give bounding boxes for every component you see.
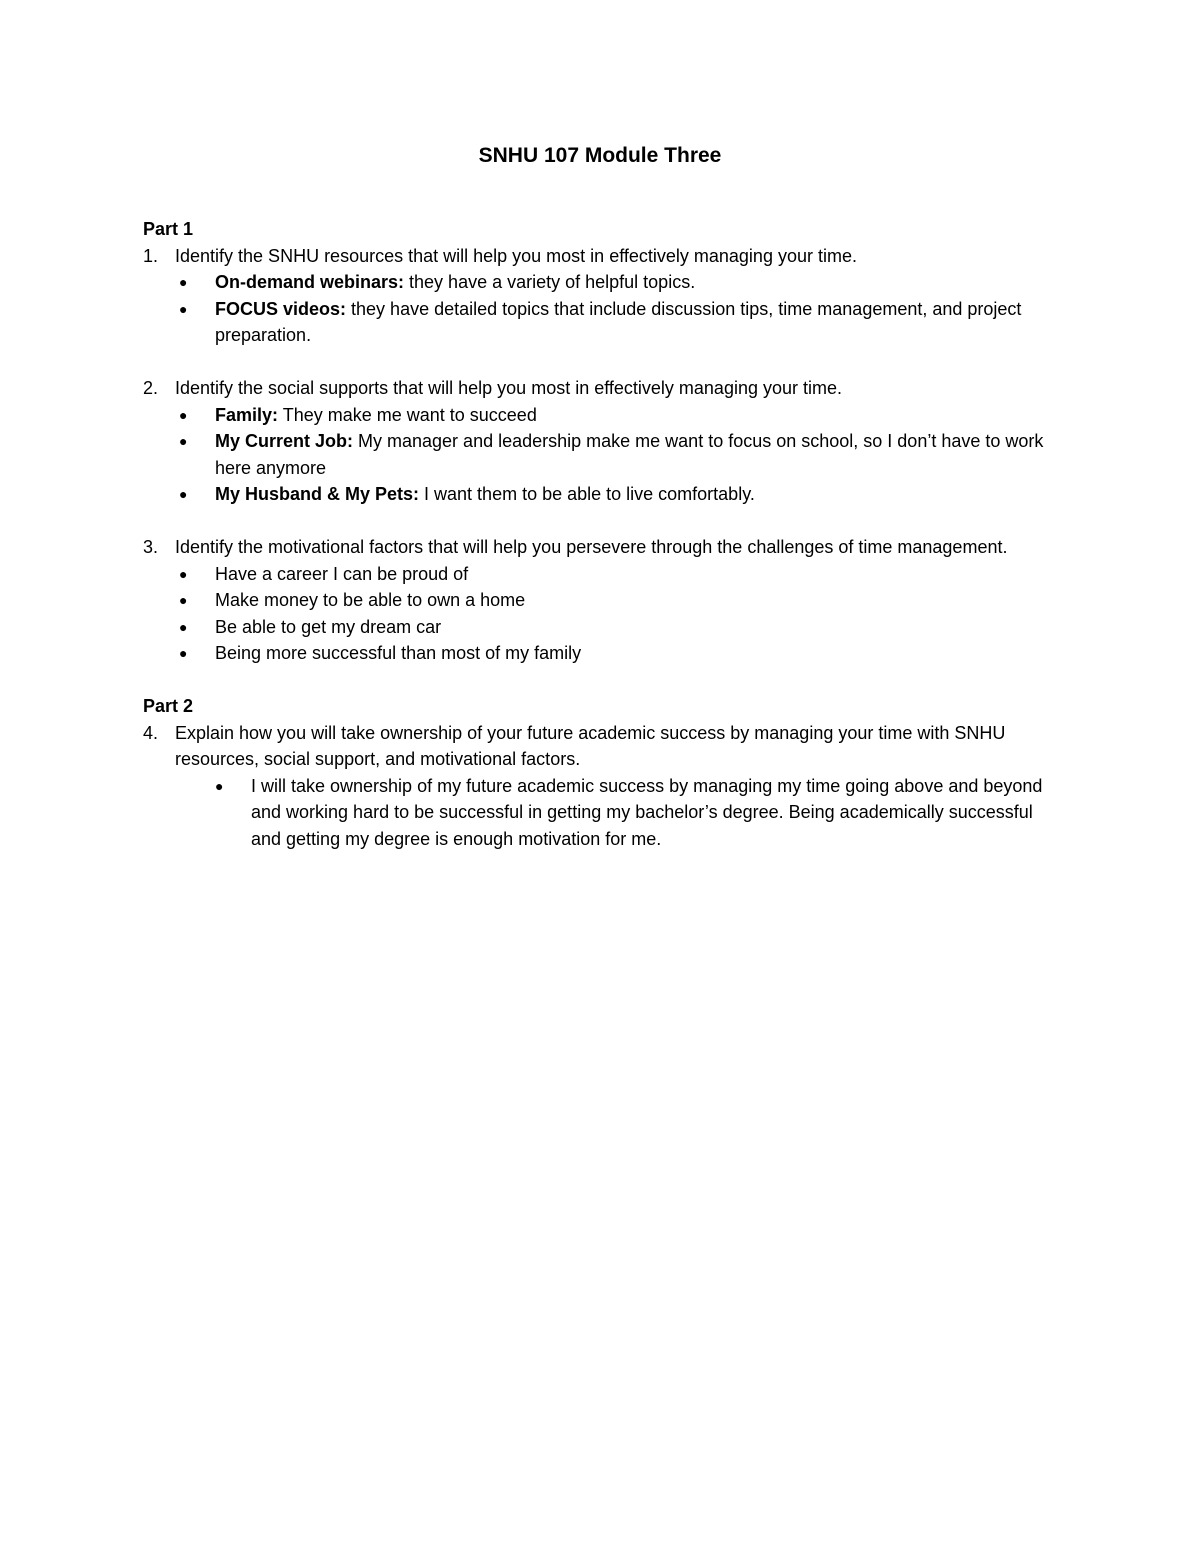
- document-body: [143, 216, 1053, 852]
- bullet-icon: ●: [179, 300, 188, 317]
- question-2-answers: [143, 402, 1053, 508]
- question-3: [143, 534, 1053, 561]
- list-item: [179, 640, 1053, 667]
- answer-text: Being more successful than most of my family: [215, 643, 582, 663]
- answer-text: I will take ownership of my future academic success by managing my time going above and beyond and working hard to be successful in getting my bachelor’s degree. Being academically successful and getting my degree is enough motivation for me.: [251, 775, 1043, 849]
- answer-label: My Current Job:: [215, 431, 354, 451]
- question-1-answers: [143, 269, 1053, 349]
- question-3-number: 3.: [143, 537, 159, 557]
- question-1: [143, 243, 1053, 270]
- answer-text: I want them to be able to live comfortably.: [419, 484, 755, 504]
- question-4-number: 4.: [143, 722, 159, 743]
- question-2-prompt: Identify the social supports that will help you most in effectively managing your time.: [175, 378, 843, 398]
- question-1-number: 1.: [143, 245, 159, 266]
- bullet-icon: ●: [215, 777, 224, 794]
- bullet-icon: ●: [179, 486, 188, 502]
- list-item: [179, 296, 1053, 349]
- bullet-icon: ●: [179, 618, 188, 635]
- answer-label: On-demand webinars:: [215, 272, 405, 292]
- bullet-icon: ●: [179, 274, 188, 290]
- question-2-number: 2.: [143, 378, 159, 398]
- question-4-prompt: Explain how you will take ownership of your future academic success by managing your time with SNHU resources, social support, and motivational factors.: [175, 722, 1006, 769]
- list-item: [179, 614, 1053, 641]
- list-item: [179, 587, 1053, 614]
- list-item: [215, 773, 1053, 853]
- answer-text: They make me want to succeed: [278, 404, 537, 425]
- answer-label: FOCUS videos:: [215, 298, 347, 319]
- answer-text: Be able to get my dream car: [215, 616, 442, 637]
- question-1-prompt: Identify the SNHU resources that will help you most in effectively managing your time.: [175, 245, 857, 266]
- document-title: SNHU 107 Module Three: [478, 144, 722, 167]
- list-item: [179, 481, 1053, 508]
- part1-heading: Part 1: [143, 219, 194, 239]
- question-4-answers: [143, 773, 1053, 853]
- answer-text: they have detailed topics that include discussion tips, time management, and project preparation.: [215, 298, 1022, 345]
- list-item: [179, 402, 1053, 429]
- bullet-icon: ●: [179, 565, 188, 582]
- bullet-icon: ●: [179, 406, 188, 423]
- bullet-icon: ●: [179, 433, 188, 449]
- answer-text: My manager and leadership make me want to focus on school, so I don’t have to work here anymore: [215, 431, 1044, 478]
- bullet-icon: ●: [179, 592, 188, 608]
- answer-text: Make money to be able to own a home: [215, 590, 526, 610]
- question-2: [143, 375, 1053, 402]
- answer-text: they have a variety of helpful topics.: [404, 272, 696, 292]
- answer-label: Family:: [215, 404, 279, 425]
- part2-heading: Part 2: [143, 696, 194, 716]
- question-4: [143, 720, 1053, 773]
- bullet-icon: ●: [179, 645, 188, 661]
- answer-text: Have a career I can be proud of: [215, 563, 469, 584]
- answer-label: My Husband & My Pets:: [215, 484, 420, 504]
- list-item: [179, 428, 1053, 481]
- list-item: [179, 269, 1053, 296]
- question-3-prompt: Identify the motivational factors that will help you persevere through the challenges of time management.: [175, 537, 1008, 557]
- question-3-answers: [143, 561, 1053, 667]
- list-item: [179, 561, 1053, 588]
